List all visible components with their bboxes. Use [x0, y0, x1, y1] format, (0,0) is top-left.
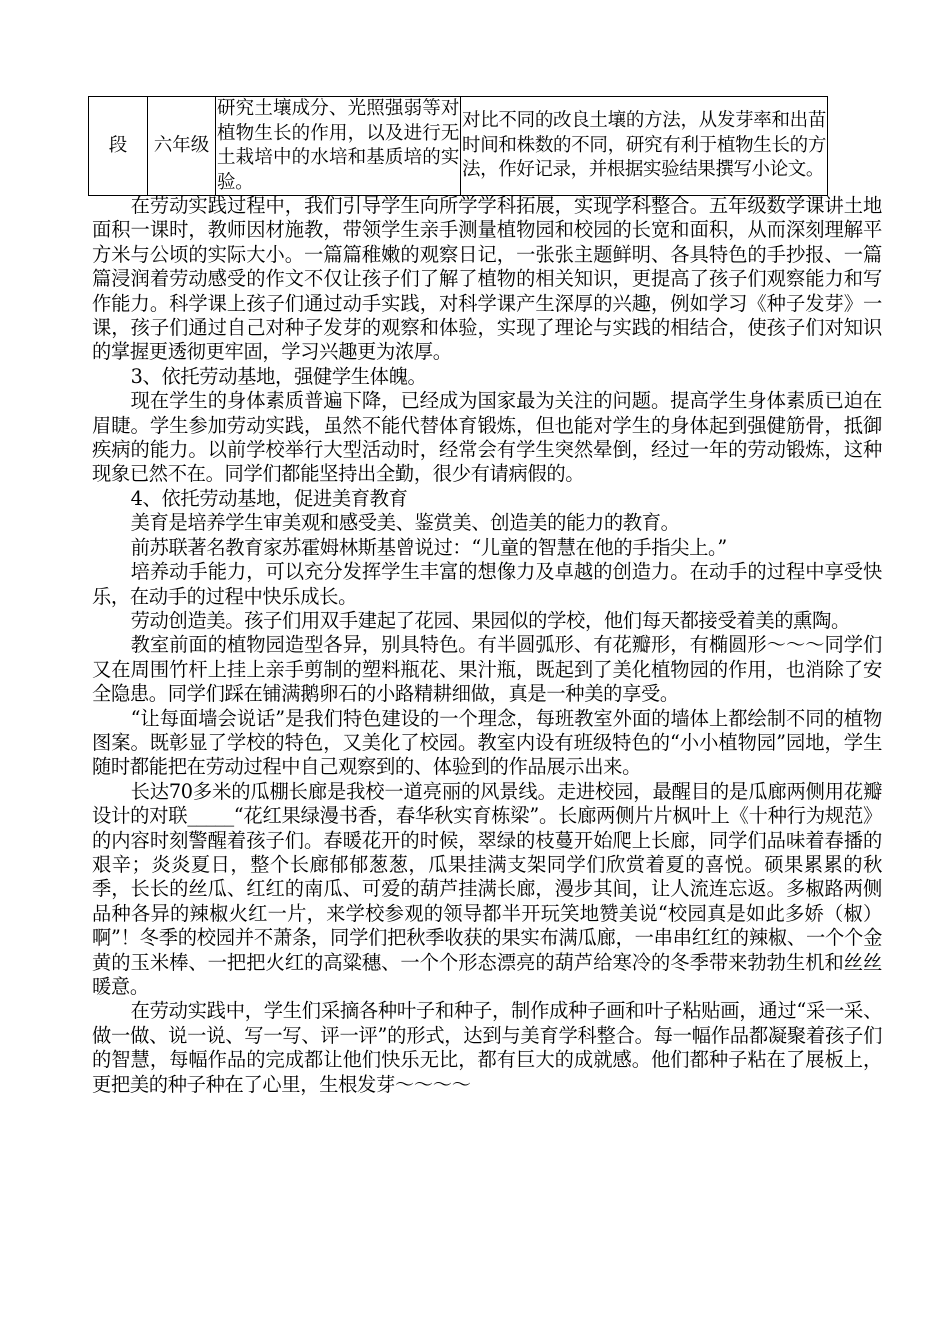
paragraph-walls: “让每面墙会说话”是我们特色建设的一个理念，每班教室外面的墙体上都绘制不同的植物图案。既彰显了学校的特色，又美化了校园。教室内设有班级特色的“小小植物园”园地，学生随时都能把在劳动过程中自己观察到的、体验到的作品展示出来。	[92, 706, 882, 779]
paragraph-subject-integration: 在劳动实践过程中，我们引导学生向所学学科拓展，实现学科整合。五年级数学课讲土地面积一课时，教师因材施教，带领学生亲手测量植物园和校园的长宽和面积，从而深刻理解平方米与公顷的实际大小。一篇篇稚嫩的观察日记，一张张主题鲜明、各具特色的手抄报、一篇篇浸润着劳动感受的作文不仅让孩子们了解了植物的相关知识，更提高了孩子们观察能力和写作能力。科学课上孩子们通过动手实践，对科学课产生深厚的兴趣，例如学习《种子发芽》一课，孩子们通过自己对种子发芽的观察和体验，实现了理论与实践的相结合，使孩子们对知识的掌握更透彻更牢固，学习兴趣更为浓厚。	[92, 194, 882, 364]
content-cell: 研究土壤成分、光照强弱等对植物生长的作用，以及进行无土栽培中的水培和基质培的实验。	[216, 97, 461, 196]
paragraph-physique: 现在学生的身体素质普遍下降，已经成为国家最为关注的问题。提高学生身体素质已迫在眉睫。学生参加劳动实践，虽然不能代替体育锻炼，但也能对学生的身体起到强健筋骨，抵御疾病的能力。以前学校举行大型活动时，经常会有学生突然晕倒，经过一年的劳动锻炼，这种现象已然不在。同学们都能坚持出全勤，很少有请病假的。	[92, 389, 882, 486]
paragraph-aesthetic-definition: 美育是培养学生审美观和感受美、鉴赏美、创造美的能力的教育。	[130, 511, 680, 535]
table-row	[89, 97, 828, 196]
paragraph-plant-garden: 教室前面的植物园造型各异，别具特色。有半圆弧形、有花瓣形，有椭圆形～～～同学们又在周围竹杆上挂上亲手剪制的塑料瓶花、果汁瓶，既起到了美化植物园的作用，也消除了安全隐患。同学们踩在铺满鹅卵石的小路精耕细做，真是一种美的享受。	[92, 633, 882, 706]
paragraph-labor-creates-beauty: 劳动创造美。孩子们用双手建起了花园、果园似的学校，他们每天都接受着美的熏陶。	[130, 608, 850, 632]
paragraph-melon-corridor: 长达70多米的瓜棚长廊是我校一道亮丽的风景线。走进校园，最醒目的是瓜廊两侧用花瓣设计的对联_____“花红果绿漫书香，春华秋实育栋梁”。长廊两侧片片枫叶上《十种行为规范》的内容时刻警醒着孩子们。春暖花开的时候，翠绿的枝蔓开始爬上长廊，同学们品味着春播的艰辛；炎炎夏日，整个长廊郁郁葱葱，瓜果挂满支架同学们欣赏着夏的喜悦。硕果累累的秋季，长长的丝瓜、红红的南瓜、可爱的葫芦挂满长廊，漫步其间，让人流连忘返。多椒路两侧品种各异的辣椒火红一片，来学校参观的领导都半开玩笑地赞美说“校园真是如此多娇（椒）啊”！冬季的校园并不萧条，同学们把秋季收获的果实布满瓜廊，一串串红红的辣椒、一个个金黄的玉米棒、一把把火红的高粱穗、一个个形态漂亮的葫芦给寒冷的冬季带来勃勃生机和丝丝暖意。	[92, 779, 882, 998]
task-cell: 对比不同的改良土壤的方法，从发芽率和出苗时间和株数的不同，研究有利于植物生长的方法，作好记录，并根据实验结果撰写小论文。	[461, 97, 828, 196]
lesson-plan-table	[88, 96, 828, 196]
stage-cell: 段	[89, 97, 148, 196]
grade-cell: 六年级	[148, 97, 216, 196]
section-heading-physique: 3、依托劳动基地，强健学生体魄。	[130, 364, 427, 388]
paragraph-seed-art: 在劳动实践中，学生们采摘各种叶子和种子，制作成种子画和叶子粘贴画，通过“采一采、做一做、说一说、写一写、评一评”的形式，达到与美育学科整合。每一幅作品都凝聚着孩子们的智慧，每幅作品的完成都让他们快乐无比，都有巨大的成就感。他们都种子粘在了展板上，更把美的种子种在了心里，生根发芽～～～～	[92, 999, 882, 1096]
paragraph-quote: 前苏联著名教育家苏霍姆林斯基曾说过：“儿童的智慧在他的手指尖上。”	[130, 535, 727, 559]
body-text	[92, 194, 882, 1097]
paragraph-hands-on: 培养动手能力，可以充分发挥学生丰富的想像力及卓越的创造力。在动手的过程中享受快乐，在动手的过程中快乐成长。	[92, 560, 882, 608]
section-heading-aesthetic: 4、依托劳动基地，促进美育教育	[130, 486, 408, 510]
